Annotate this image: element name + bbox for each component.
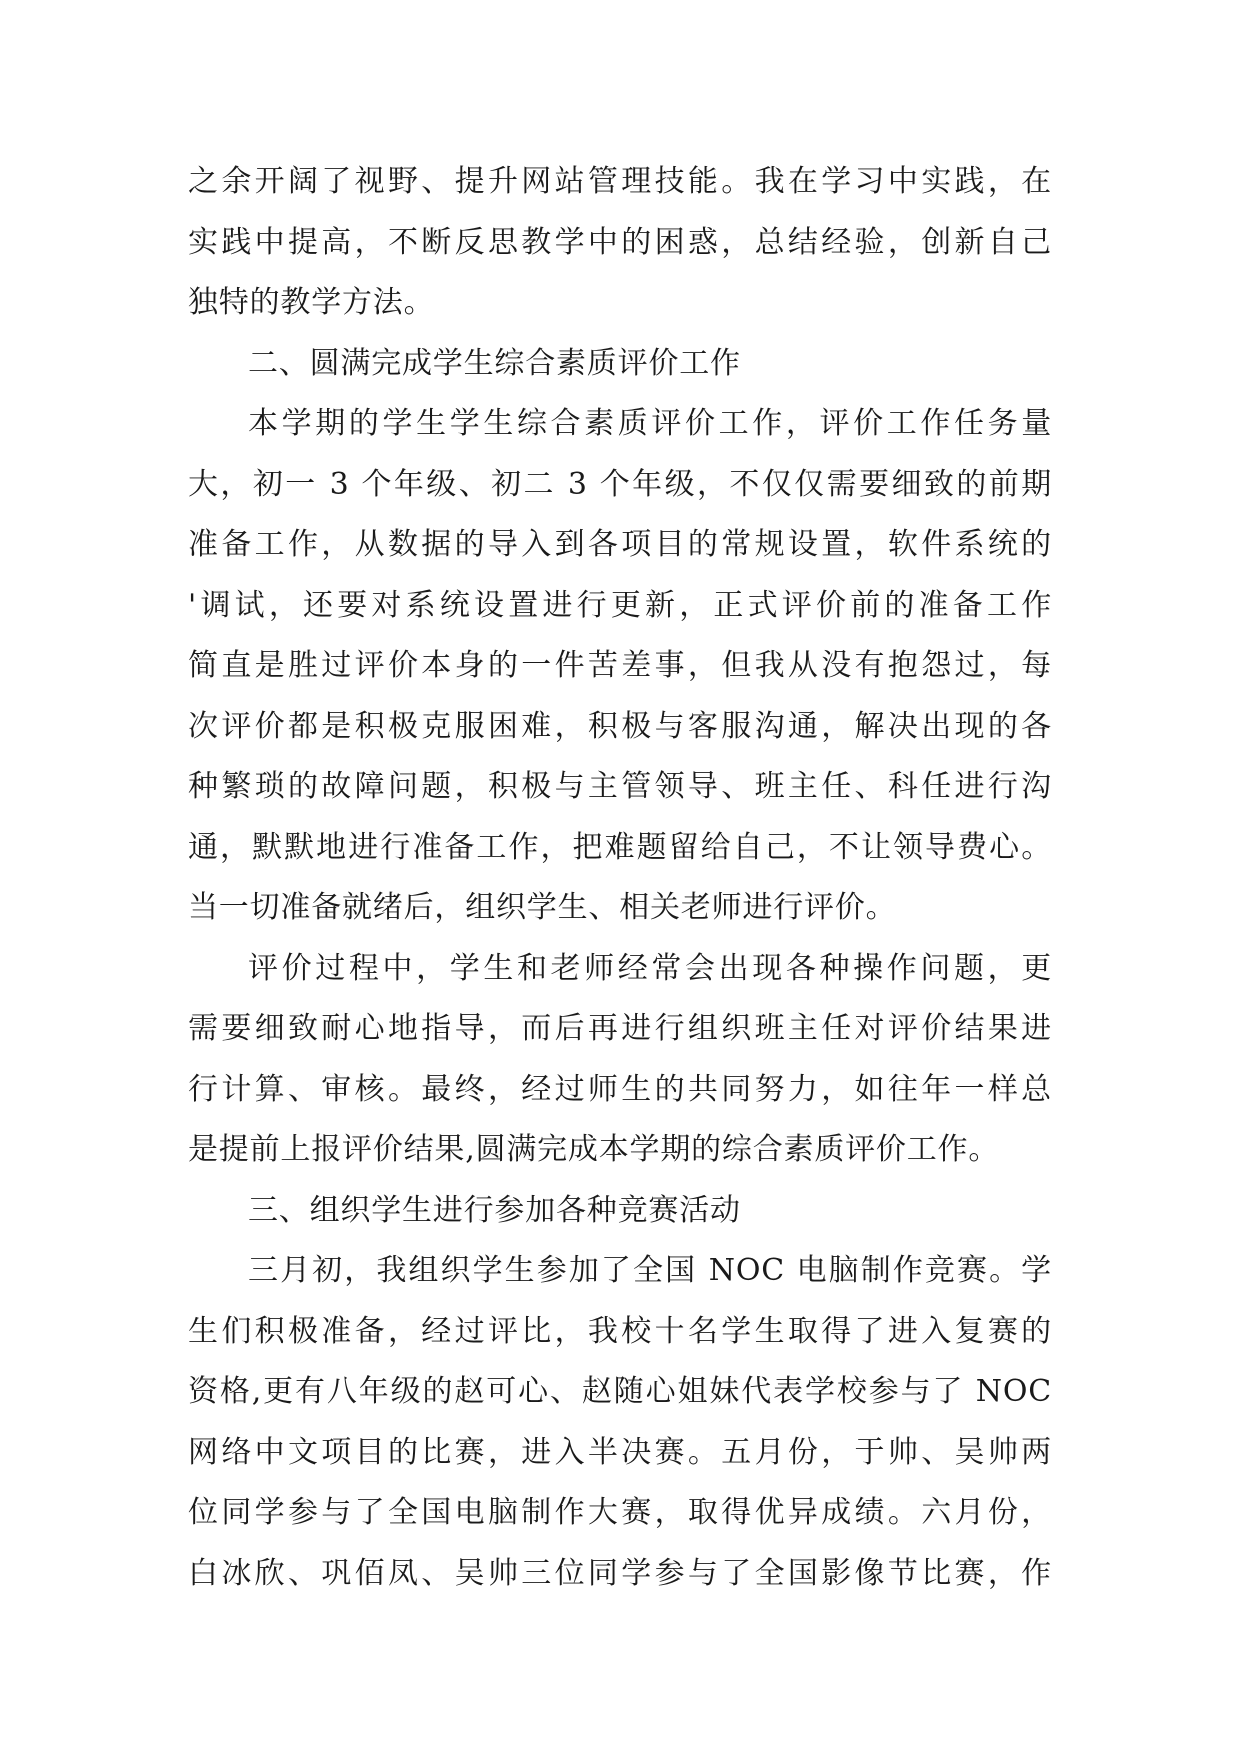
text-line: 白冰欣、巩佰凤、吴帅三位同学参与了全国影像节比赛，作 [188, 1555, 1052, 1591]
text-line: 独特的教学方法。 [188, 285, 435, 320]
text-line: 是提前上报评价结果,圆满完成本学期的综合素质评价工作。 [188, 1132, 1000, 1167]
text-line: 之余开阔了视野、提升网站管理技能。我在学习中实践，在 [188, 164, 1052, 199]
text-line: 准备工作，从数据的导入到各项目的常规设置，软件系统的 [188, 527, 1052, 562]
text-line: 种繁琐的故障问题，积极与主管领导、班主任、科任进行沟 [188, 769, 1052, 804]
text-line: 实践中提高，不断反思教学中的困惑，总结经验，创新自己 [188, 224, 1052, 260]
text-line: 行计算、审核。最终，经过师生的共同努力，如往年一样总 [188, 1071, 1052, 1107]
text-line: 生们积极准备，经过评比，我校十名学生取得了进入复赛的 [188, 1313, 1052, 1349]
document-body [188, 152, 1052, 1604]
text-line: 通，默默地进行准备工作，把难题留给自己，不让领导费心。 [188, 829, 1052, 865]
text-line: 本学期的学生学生综合素质评价工作，评价工作任务量 [248, 406, 1052, 441]
text-line: 位同学参与了全国电脑制作大赛，取得优异成绩。六月份， [188, 1495, 1052, 1530]
text-line: 三、组织学生进行参加各种竞赛活动 [248, 1192, 741, 1228]
text-line: 三月初，我组织学生参加了全国 NOC 电脑制作竞赛。学 [248, 1253, 1052, 1288]
text-line: 大，初一 3 个年级、初二 3 个年级，不仅仅需要细致的前期 [188, 466, 1052, 502]
text-line: 当一切准备就绪后，组织学生、相关老师进行评价。 [188, 890, 897, 925]
text-line: 简直是胜过评价本身的一件苦差事，但我从没有抱怨过，每 [188, 648, 1052, 683]
text-line: '调试，还要对系统设置进行更新，正式评价前的准备工作 [188, 587, 1052, 623]
text-line: 二、圆满完成学生综合素质评价工作 [248, 345, 741, 381]
text-line: 次评价都是积极克服困难，积极与客服沟通，解决出现的各 [188, 708, 1052, 744]
text-line: 需要细致耐心地指导，而后再进行组织班主任对评价结果进 [188, 1011, 1052, 1046]
text-line: 网络中文项目的比赛，进入半决赛。五月份，于帅、吴帅两 [188, 1434, 1052, 1470]
text-line: 资格,更有八年级的赵可心、赵随心姐妹代表学校参与了 NOC [188, 1374, 1052, 1409]
text-line: 评价过程中，学生和老师经常会出现各种操作问题，更 [248, 950, 1052, 986]
